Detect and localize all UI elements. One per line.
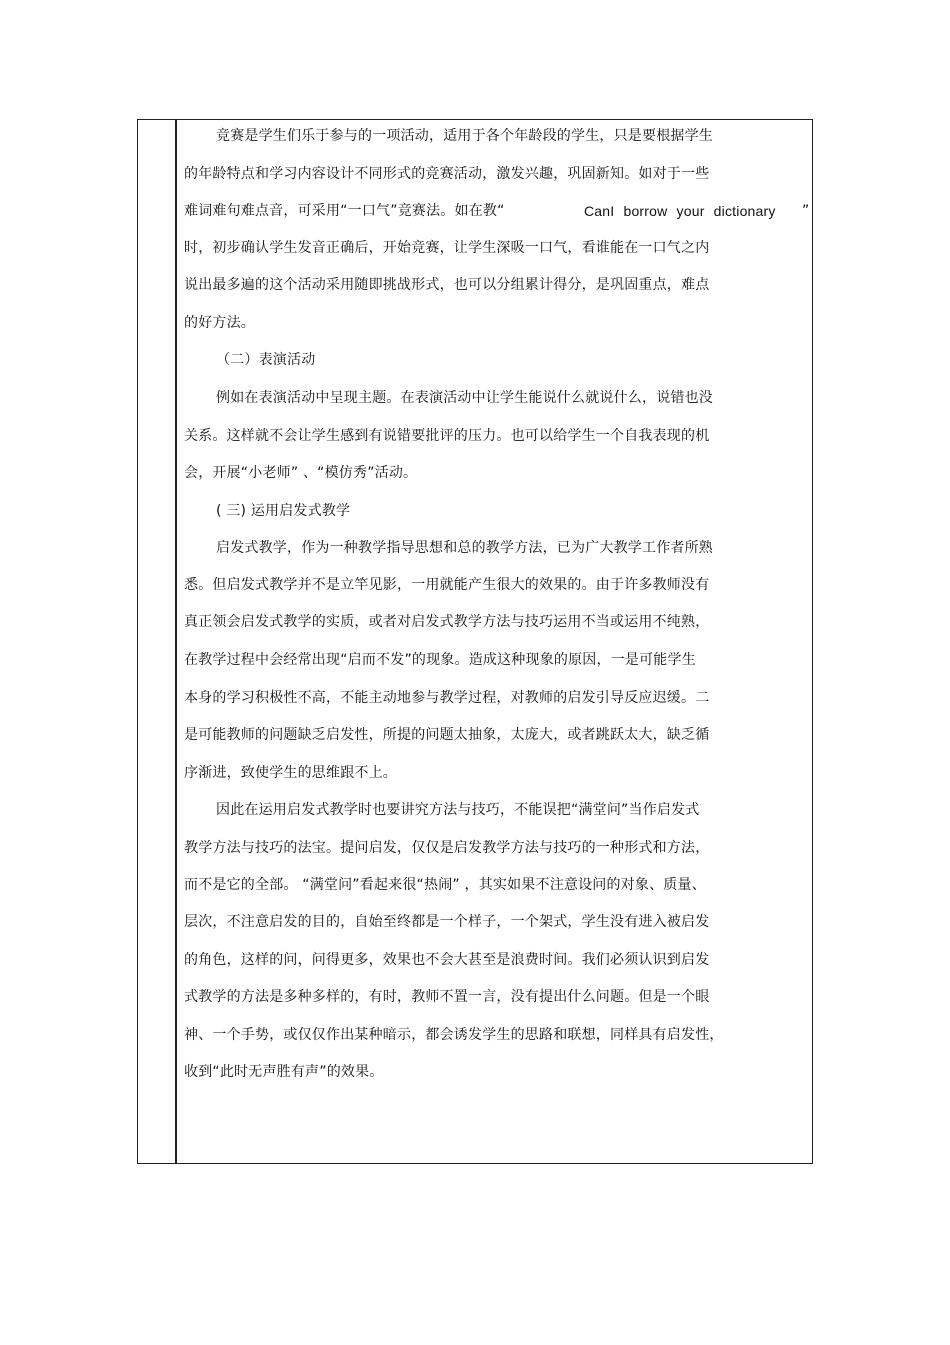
paragraph-line: 会，开展“小老师” 、“模仿秀”活动。 xyxy=(184,465,418,481)
paragraph-line: 神、一个手势，或仅仅作出某种暗示，都会诱发学生的思路和联想，同样具有启发性， xyxy=(184,1027,724,1043)
section-heading: （二）表演活动 xyxy=(216,352,316,368)
paragraph-line: 教学方法与技巧的法宝。提问启发，仅仅是启发教学方法与技巧的一种形式和方法， xyxy=(184,840,710,856)
paragraph-line: 的好方法。 xyxy=(184,315,255,331)
paragraph-line: 收到“此时无声胜有声”的效果。 xyxy=(184,1064,384,1080)
paragraph-line: 例如在表演活动中呈现主题。在表演活动中让学生能说什么就说什么，说错也没 xyxy=(216,390,713,406)
paragraph-line: 真正领会启发式教学的实质，或者对启发式教学方法与技巧运用不当或运用不纯熟， xyxy=(184,614,710,630)
closing-quote: ” xyxy=(802,203,810,219)
paragraph-line: 层次，不注意启发的目的，自始至终都是一个样子，一个架式，学生没有进入被启发 xyxy=(184,914,710,930)
paragraph-line: 是可能教师的问题缺乏启发性，所提的问题太抽象，太庞大，或者跳跃太大，缺乏循 xyxy=(184,727,710,743)
paragraph-line: 序渐进，致使学生的思维跟不上。 xyxy=(184,765,397,781)
paragraph-line: 的年龄特点和学习内容设计不同形式的竞赛活动，激发兴趣，巩固新知。如对于一些 xyxy=(184,166,710,182)
paragraph-line: 的角色，这样的问，问得更多，效果也不会大甚至是浪费时间。我们必须认识到启发 xyxy=(184,952,710,968)
column-divider xyxy=(175,119,177,1164)
english-phrase: CanI borrow your dictionary xyxy=(584,203,776,219)
section-heading: ( 三) 运用启发式教学 xyxy=(216,503,351,519)
paragraph-line: 悉。但启发式教学并不是立竿见影，一用就能产生很大的效果的。由于许多教师没有 xyxy=(184,577,710,593)
paragraph-line: 而不是它的全部。 “满堂问”看起来很“热闹” ，其实如果不注意设问的对象、质量、 xyxy=(184,877,706,893)
paragraph-line: 在教学过程中会经常出现“启而不发”的现象。造成这种现象的原因，一是可能学生 xyxy=(184,652,696,668)
paragraph-line: 竞赛是学生们乐于参与的一项活动，适用于各个年龄段的学生，只是要根据学生 xyxy=(216,128,713,144)
paragraph-line: 式教学的方法是多种多样的，有时，教师不置一言，没有提出什么问题。但是一个眼 xyxy=(184,989,710,1005)
paragraph-line: 时，初步确认学生发音正确后，开始竞赛，让学生深吸一口气，看谁能在一口气之内 xyxy=(184,240,710,256)
paragraph-line: 因此在运用启发式教学时也要讲究方法与技巧，不能误把“满堂问”当作启发式 xyxy=(216,802,700,818)
paragraph-line: 启发式教学，作为一种教学指导思想和总的教学方法，已为广大教学工作者所熟 xyxy=(216,540,713,556)
paragraph-line: 本身的学习积极性不高，不能主动地参与教学过程，对教师的启发引导反应迟缓。二 xyxy=(184,690,710,706)
line-text: 难词难句难点音，可采用“一口气”竞赛法。如在教“ xyxy=(184,203,505,219)
paragraph-line xyxy=(184,202,810,220)
paragraph-line: 说出最多遍的这个活动采用随即挑战形式，也可以分组累计得分，是巩固重点，难点 xyxy=(184,277,710,293)
paragraph-line: 关系。这样就不会让学生感到有说错要批评的压力。也可以给学生一个自我表现的机 xyxy=(184,428,710,444)
